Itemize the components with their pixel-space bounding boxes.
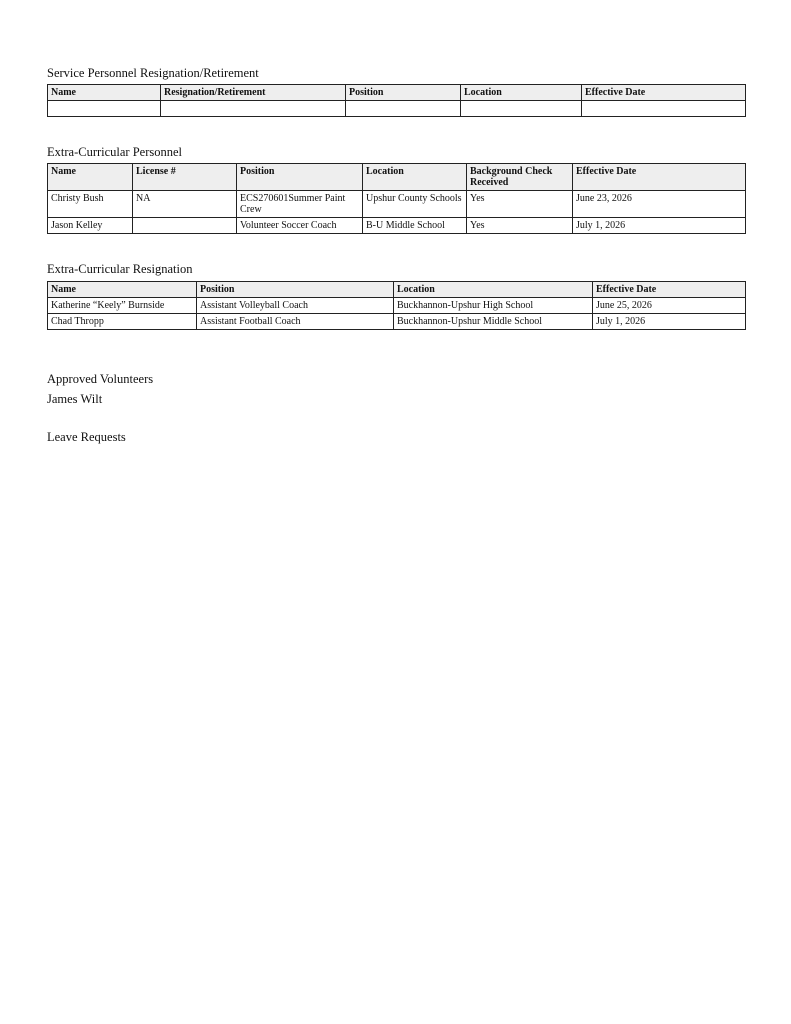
table-cell-effective-date: July 1, 2026: [593, 314, 746, 330]
table-cell-location: Upshur County Schools: [363, 191, 467, 218]
service-resignation-heading: Service Personnel Resignation/Retirement: [47, 66, 259, 80]
table-cell-license: [133, 218, 237, 234]
table-cell: [461, 101, 582, 117]
table-cell-background-check: Yes: [467, 218, 573, 234]
column-header-effective-date: Effective Date: [573, 164, 746, 191]
table-cell-name: Chad Thropp: [48, 314, 197, 330]
column-header-location: Location: [363, 164, 467, 191]
table-cell-effective-date: June 25, 2026: [593, 298, 746, 314]
column-header-license: License #: [133, 164, 237, 191]
table-cell-position: Volunteer Soccer Coach: [237, 218, 363, 234]
extra-curricular-resignation-heading: Extra-Curricular Resignation: [47, 262, 193, 276]
table-cell: [48, 101, 161, 117]
table-cell: [346, 101, 461, 117]
column-header-background-check: Background Check Received: [467, 164, 573, 191]
table-cell: [582, 101, 746, 117]
extra-curricular-personnel-heading: Extra-Curricular Personnel: [47, 145, 183, 159]
table-row: [48, 191, 746, 218]
table-cell-position: Assistant Football Coach: [197, 314, 394, 330]
table-cell-name: Katherine “Keely” Burnside: [48, 298, 197, 314]
approved-volunteer-name: James Wilt: [47, 392, 103, 406]
table-row: [48, 218, 746, 234]
table-cell-position: ECS270601Summer Paint Crew: [237, 191, 363, 218]
table-cell-location: Buckhannon-Upshur High School: [394, 298, 593, 314]
column-header-effective-date: Effective Date: [582, 85, 746, 101]
column-header-name: Name: [48, 164, 133, 191]
table-cell-name: Christy Bush: [48, 191, 133, 218]
column-header-name: Name: [48, 282, 197, 298]
table-header-row: [48, 282, 746, 298]
table-cell-license: NA: [133, 191, 237, 218]
table-row: [48, 298, 746, 314]
table-row: [48, 314, 746, 330]
table-cell-name: Jason Kelley: [48, 218, 133, 234]
extra-curricular-personnel-table: [47, 163, 746, 234]
table-cell-position: Assistant Volleyball Coach: [197, 298, 394, 314]
table-cell-location: Buckhannon-Upshur Middle School: [394, 314, 593, 330]
table-cell-background-check: Yes: [467, 191, 573, 218]
table-row: [48, 101, 746, 117]
extra-curricular-resignation-table: [47, 281, 746, 330]
leave-requests-heading: Leave Requests: [47, 430, 126, 444]
service-resignation-table: [47, 84, 746, 117]
table-header-row: [48, 164, 746, 191]
table-cell: [161, 101, 346, 117]
column-header-location: Location: [394, 282, 593, 298]
column-header-name: Name: [48, 85, 161, 101]
column-header-position: Position: [346, 85, 461, 101]
approved-volunteers-heading: Approved Volunteers: [47, 372, 154, 386]
column-header-position: Position: [237, 164, 363, 191]
column-header-resignation-retirement: Resignation/Retirement: [161, 85, 346, 101]
table-cell-effective-date: July 1, 2026: [573, 218, 746, 234]
column-header-location: Location: [461, 85, 582, 101]
table-header-row: [48, 85, 746, 101]
table-cell-effective-date: June 23, 2026: [573, 191, 746, 218]
table-cell-location: B-U Middle School: [363, 218, 467, 234]
column-header-effective-date: Effective Date: [593, 282, 746, 298]
column-header-position: Position: [197, 282, 394, 298]
